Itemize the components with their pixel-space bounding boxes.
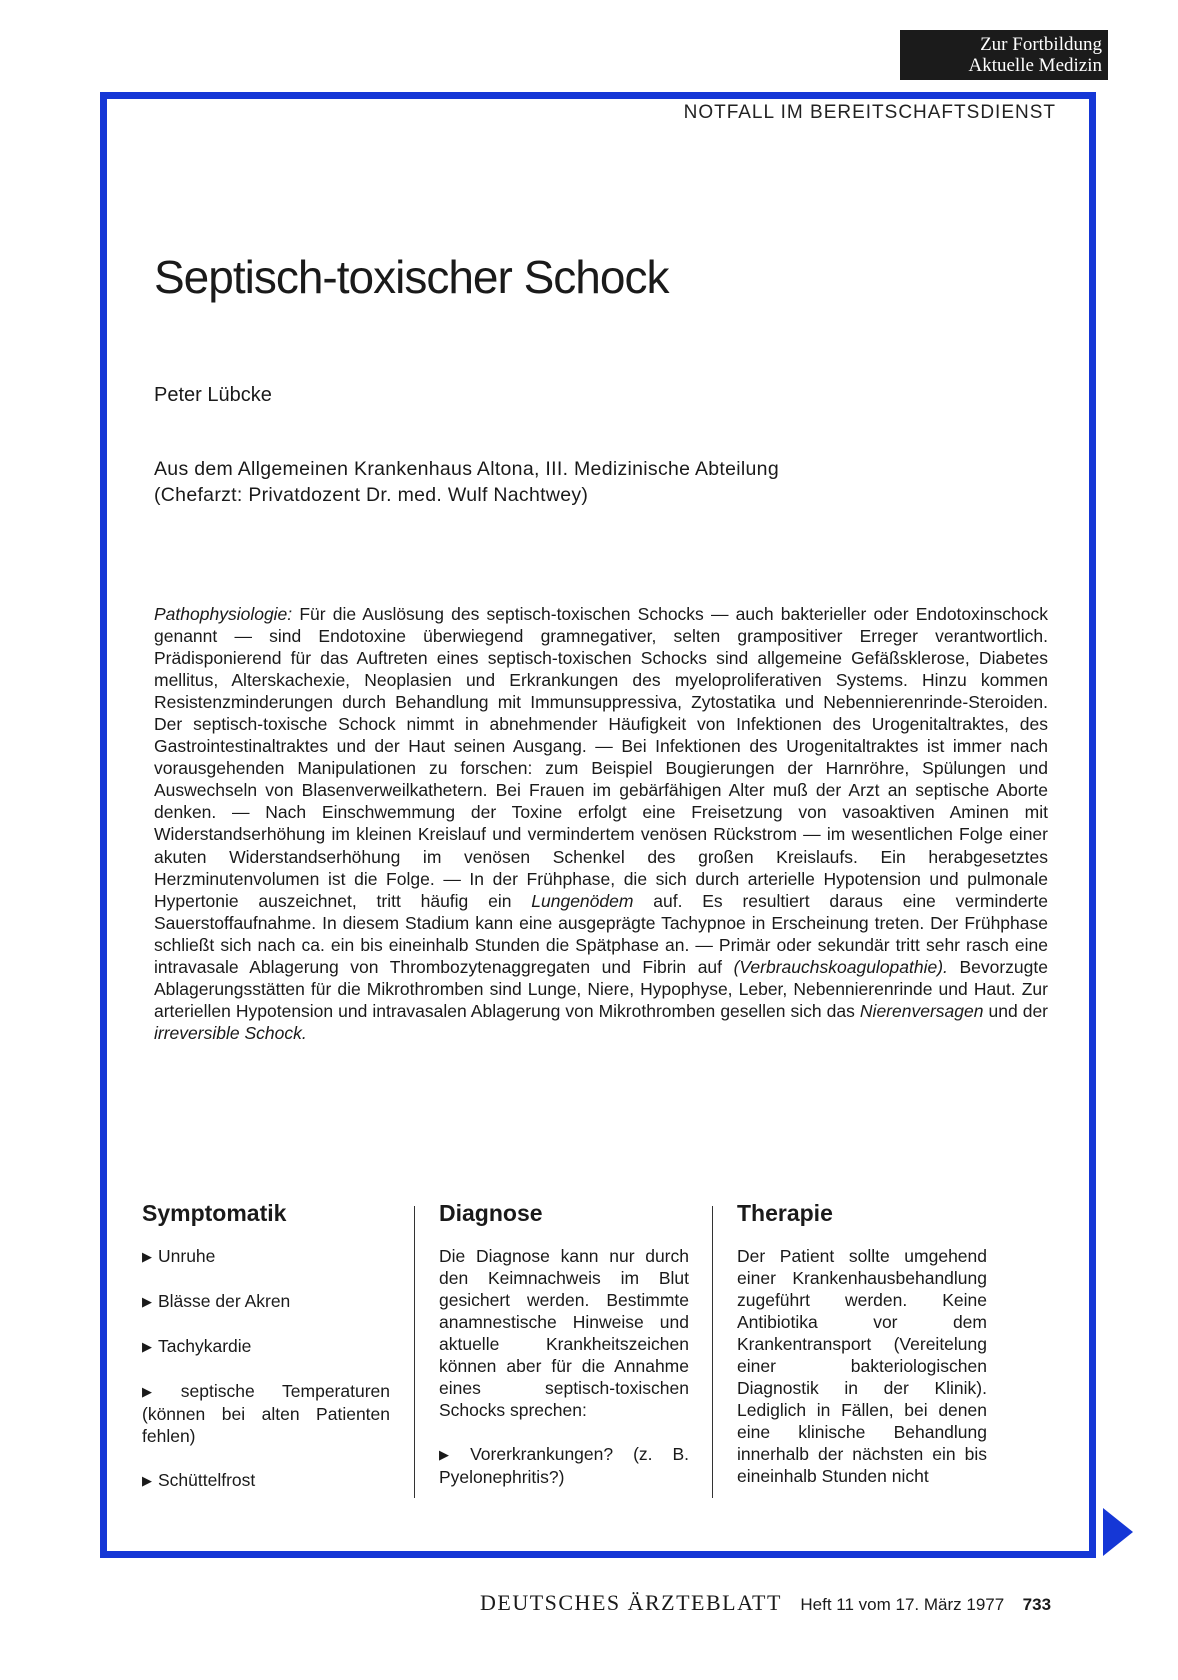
column-divider-1 [414, 1206, 415, 1498]
article-title: Septisch-toxischer Schock [154, 251, 669, 303]
abstract-term-nierenversagen: Nierenversagen [859, 1000, 984, 1021]
abstract-term-lungenoedem: Lungenödem [531, 890, 634, 911]
list-item: ▶ Unruhe [142, 1246, 216, 1266]
symptom-list [142, 1245, 390, 1492]
triangle-right-icon: ▶ [142, 1339, 152, 1354]
list-item: ▶ Schüttelfrost [142, 1470, 256, 1490]
symptomatik-column [142, 1200, 390, 1514]
abstract-label: Pathophysiologie: [154, 604, 293, 624]
abstract-term-irreversible-schock: irreversible Schock. [154, 1022, 307, 1043]
triangle-right-icon: ▶ [142, 1384, 175, 1399]
abstract-text-1: Für die Auslösung des septisch-toxischen Schocks — auch bakterieller oder Endotoxinschock genannt — sind Endotoxine überwiegend gramnegativer, selten grampositiver Erreger verantwortlich. Prädisponierend für das Auftreten eines septisch-toxischen Schocks sind allgemeine Gefäßsklerose, Diabetes mellitus, Alterskachexie, Neoplasien und Erkrankungen des myeloproliferativen Systems. Hinzu kommen Resistenzminderungen durch Behandlung mit Immunsuppressiva, Zytostatika und Nebennierenrinde-Steroiden. Der septisch-toxische Schock nimmt in abnehmender Häufigkeit von Infektionen des Urogenitaltraktes, des Gastrointestinaltraktes und der Haut seinen Ausgang. — Bei Infektionen des Urogenitaltraktes ist immer nach vorausgehenden Manipulationen zu forschen: zum Beispiel Bougierungen der Harnröhre, Spülungen und Auswechseln von Blasenverweilkathetern. Bei Frauen im gebärfähigen Alter muß der Arzt an septische Aborte denken. — Nach Einschwemmung der Toxine erfolgt eine Freisetzung von vasoaktiven Aminen mit Widerstandserhöhung im kleinen Kreislauf und vermindertem venösen Rückstrom — im wesentlichen Folge einer akuten Widerstandserhöhung im venösen Schenkel des großen Kreislaufs. Ein herabgesetztes Herzminutenvolumen ist die Folge. — In der Frühphase, die sich durch arterielle Hypotension und pulmonale Hypertonie auszeichnet, tritt häufig ein [154, 604, 1048, 911]
triangle-right-icon: ▶ [142, 1294, 152, 1309]
page-number: 733 [1022, 1595, 1052, 1614]
diagnose-bullet: ▶ Vorerkrankungen? (z. B. Pyelonephritis?) [439, 1444, 689, 1487]
diagnose-column [439, 1200, 689, 1488]
section-tag-line-1: Zur Fortbildung [980, 34, 1102, 55]
therapie-heading: Therapie [737, 1200, 833, 1226]
affiliation [154, 456, 779, 508]
diagnose-heading: Diagnose [439, 1200, 543, 1226]
author-name: Peter Lübcke [154, 384, 272, 406]
section-tag-line-2: Aktuelle Medizin [968, 55, 1102, 76]
therapie-column [737, 1200, 987, 1487]
rubric-label: NOTFALL IM BEREITSCHAFTSDIENST [683, 102, 1056, 123]
abstract-term-verbrauchskoagulopathie: (Verbrauchskoagulopathie). [733, 956, 948, 977]
journal-name: DEUTSCHES ÄRZTEBLATT [480, 1590, 782, 1615]
triangle-right-icon: ▶ [142, 1473, 152, 1488]
therapie-text: Der Patient sollte umgehend einer Krankenhausbehandlung zugeführt werden. Keine Antibiotika vor dem Krankentransport (Vereitelung einer bakteriologischen Diagnostik in der Klinik). Lediglich in Fällen, bei denen eine klinische Behandlung innerhalb der nächsten ein bis eineinhalb Stunden nicht [737, 1246, 987, 1486]
section-tag [900, 30, 1108, 80]
column-divider-2 [712, 1206, 713, 1498]
affiliation-line-2: (Chefarzt: Privatdozent Dr. med. Wulf Nachtwey) [154, 484, 589, 506]
triangle-right-icon: ▶ [439, 1447, 465, 1462]
list-item: ▶ Tachykardie [142, 1336, 252, 1356]
continue-arrow-icon [1103, 1508, 1133, 1556]
diagnose-text: Die Diagnose kann nur durch den Keimnachweis im Blut gesichert werden. Bestimmte anamnestische Hinweise und aktuelle Krankheitszeichen können aber für die Annahme eines septisch-toxischen Schocks sprechen: [439, 1246, 689, 1420]
issue-info: Heft 11 vom 17. März 1977 [800, 1595, 1005, 1614]
abstract-text-4: und der [983, 1000, 1049, 1021]
triangle-right-icon: ▶ [142, 1249, 152, 1264]
abstract-text-3: Bevorzugte Ablagerungsstätten für die Mikrothromben sind Lunge, Niere, Hypophyse, Leber, Nebennierenrinde und Haut. Zur arteriellen Hypotension und intravasalen Ablagerung von Mikrothromben gesellen sich das [154, 956, 1048, 1021]
affiliation-line-1: Aus dem Allgemeinen Krankenhaus Altona, III. Medizinische Abteilung [154, 458, 779, 480]
list-item: ▶ Blässe der Akren [142, 1291, 291, 1311]
list-item: ▶ septische Temperaturen (können bei alten Patienten fehlen) [142, 1381, 391, 1446]
page-footer [480, 1590, 1051, 1616]
pathophysiology-abstract [154, 603, 1048, 1044]
symptomatik-heading: Symptomatik [142, 1200, 287, 1226]
abstract-text-2: auf. Es resultiert daraus eine verminderte Sauerstoffaufnahme. In diesem Stadium kann eine ausgeprägte Tachypnoe in Erscheinung treten. Der Frühphase schließt sich nach ca. ein bis eineinhalb Stunden die Spätphase an. — Primär oder sekundär tritt sehr rasch eine intravasale Ablagerung von Thrombozytenaggregaten und Fibrin auf [154, 890, 1048, 977]
